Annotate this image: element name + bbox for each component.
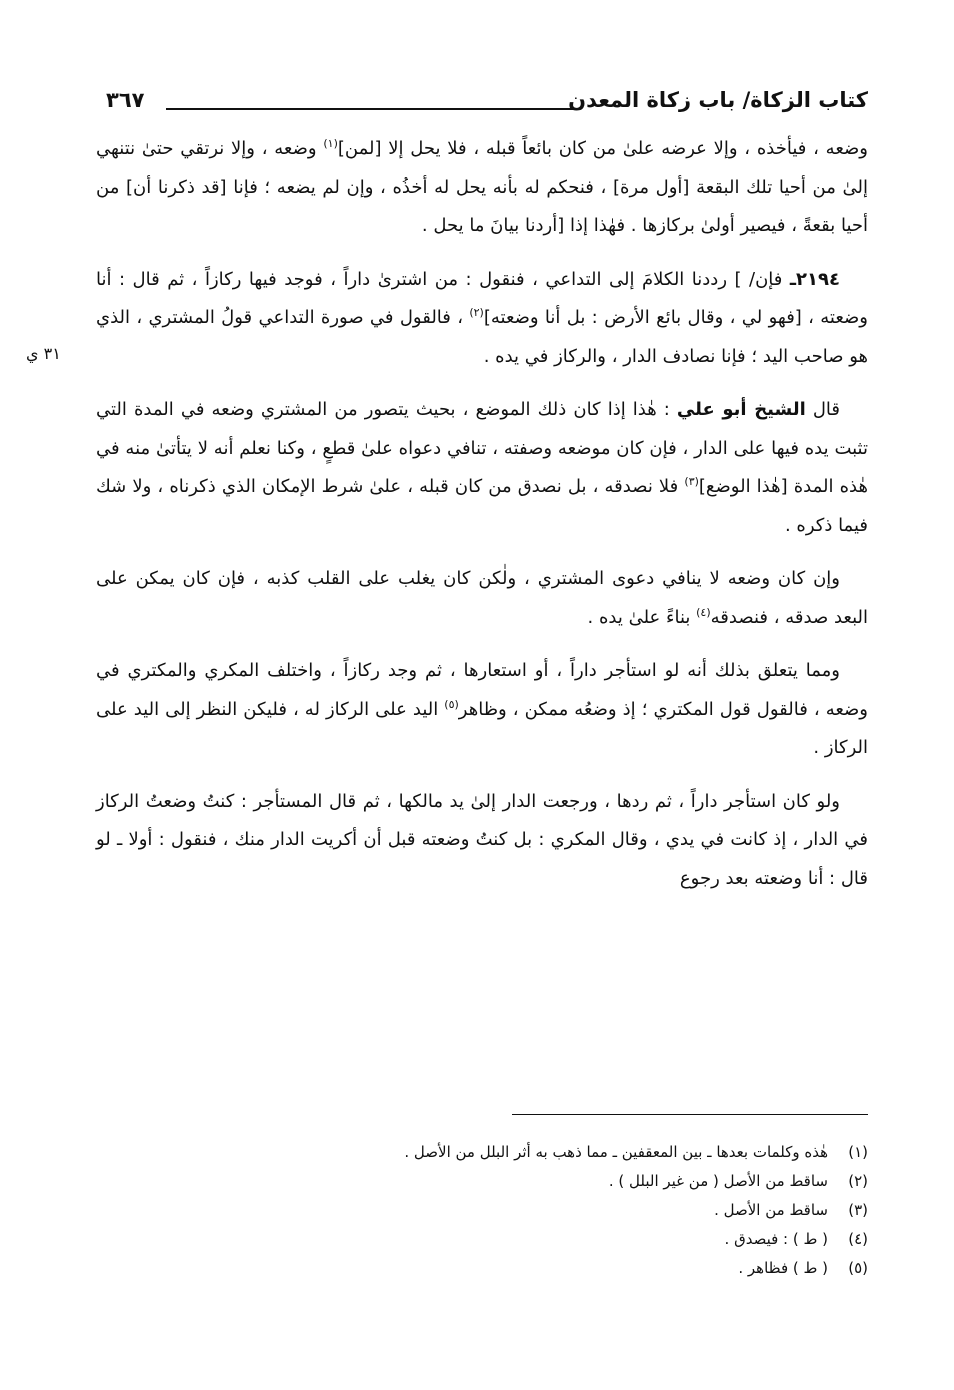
speaker-name: الشيخ أبو علي [676, 399, 806, 420]
footnote-number: (٥) [848, 1259, 868, 1277]
footnote-ref[interactable]: (٥) [444, 697, 459, 711]
footnote-item [268, 1138, 868, 1167]
paragraph-text: ، فالقول في صورة التداعي قولُ المشتري ، الذي هو صاحب اليد ؛ فإنا نصادف الدار ، والركاز في يده . [96, 307, 868, 367]
footnote-text: هٰذه وكلمات بعدها ـ بين المعقفين ـ مما ذهب به أثر البلل من الأصل . [404, 1143, 828, 1161]
running-header [96, 84, 868, 124]
footnote-number: (١) [848, 1143, 868, 1161]
paragraph-text: ولو كان استأجر داراً ، ثم ردها ، ورجعت الدار إلىٰ يد مالكها ، ثم قال المستأجر : كنتُ وضعتُ الركاز في الدار ، إذ كانت في يدي ، وقال المكري : بل كنتُ وضعته قبل أن أكريت الدار منك ، فنقول : أولا ـ لو قال : أنا وضعته بعد رجوع [96, 790, 868, 889]
paragraph-5 [96, 652, 868, 768]
footnote-ref[interactable]: (١) [323, 137, 338, 150]
paragraph-text: فإن/ ] رددنا الكلامَ إلى التداعي ، فنقول : من اشترىٰ داراً ، فوجد فيها ركازاً ، ثم قال : أنا وضعته ، [فهو لي ، وقال بائع الأرض : بل أنا وضعته] [96, 268, 868, 328]
paragraph-text: وإن كان وضعه لا ينافي دعوى المشتري ، ولٰكن كان يغلب على القلب كذبه ، فإن كان يمكن على البعد صدقه ، فنصدقه [96, 568, 868, 628]
paragraph-2 [96, 261, 868, 377]
footnote-item [268, 1167, 868, 1196]
footnotes [268, 1138, 868, 1283]
paragraph-lead: قال [805, 399, 840, 420]
footnote-ref[interactable]: (٤) [696, 605, 711, 619]
footnote-item [268, 1225, 868, 1254]
paragraph-text: بناءً علىٰ يده . [587, 606, 697, 628]
paragraph-3 [96, 391, 868, 545]
footnote-text: ( ط ) فظاهر . [738, 1259, 828, 1277]
paragraph-4 [96, 560, 868, 637]
footnote-text: ( ط ) : فيصدق . [724, 1230, 828, 1248]
paragraph-text: اليد على الركاز له ، فليكن النظر إلى اليد على الركاز . [96, 698, 868, 758]
paragraph-text: فلا نصدقه ، بل نصدق من كان قبله ، علىٰ شرط الإمكان الذي ذكرناه ، ولا شك فيما ذكره . [96, 476, 868, 536]
paragraph-text: وضعه ، فيأخذه ، وإلا عرضه علىٰ من كان بائعاً قبله ، فلا يحل إلا [لمن] [337, 138, 868, 159]
footnote-separator [512, 1114, 868, 1115]
paragraph-number: ٢١٩٤ـ [789, 268, 840, 290]
header-rule [166, 108, 578, 110]
running-header-title: كتاب الزكاة/ باب زكاة المعدن [568, 88, 868, 112]
margin-note: ٣١ ي [26, 344, 61, 363]
paragraph-text: : هٰذا إذا كان ذلك الموضع ، بحيث يتصور من المشتري وضعه في المدة التي تثبت يده فيها على الدار ، فإن كان موضعه وصفته ، تنافي دعواه علىٰ قطعٍ ، وكنا نعلم أنه لا يتأتىٰ منه في هٰذه المدة [هٰذا الوضع] [96, 399, 868, 497]
footnote-number: (٤) [848, 1230, 868, 1248]
page-number: ٣٦٧ [106, 88, 145, 112]
footnote-ref[interactable]: (٣) [684, 475, 699, 488]
paragraph-1 [96, 130, 868, 246]
footnote-number: (٢) [848, 1172, 868, 1190]
body-text [96, 130, 868, 913]
footnote-item [268, 1196, 868, 1225]
paragraph-text: وضعه ، وإلا نرتقي حتىٰ نتنهي إلىٰ من أحيا تلك البقعة [أول مرة] ، فنحكم له بأنه يحل له أخذُه ، وإن لم يضعه ؛ فإنا [قد ذكرنا أن] من أحيا بقعةً ، فيصير أولىٰ بركازها . فهٰذا إذا [أردنا بيانَ ما يحل . [96, 138, 868, 236]
paragraph-6 [96, 783, 868, 899]
footnote-number: (٣) [848, 1201, 868, 1219]
footnote-ref[interactable]: (٢) [469, 306, 484, 319]
footnote-text: ساقط من الأصل ( من غير البلل ) . [608, 1172, 828, 1190]
footnote-item [268, 1254, 868, 1283]
paragraph-text: ومما يتعلق بذلك أنه لو استأجر داراً ، أو استعارها ، ثم وجد ركازاً ، واختلف المكري والمكتري في وضعه ، فالقول قول المكتري ؛ إذ وضعُه ممكن ، وظاهر [96, 660, 869, 720]
footnote-text: ساقط من الأصل . [714, 1201, 828, 1219]
